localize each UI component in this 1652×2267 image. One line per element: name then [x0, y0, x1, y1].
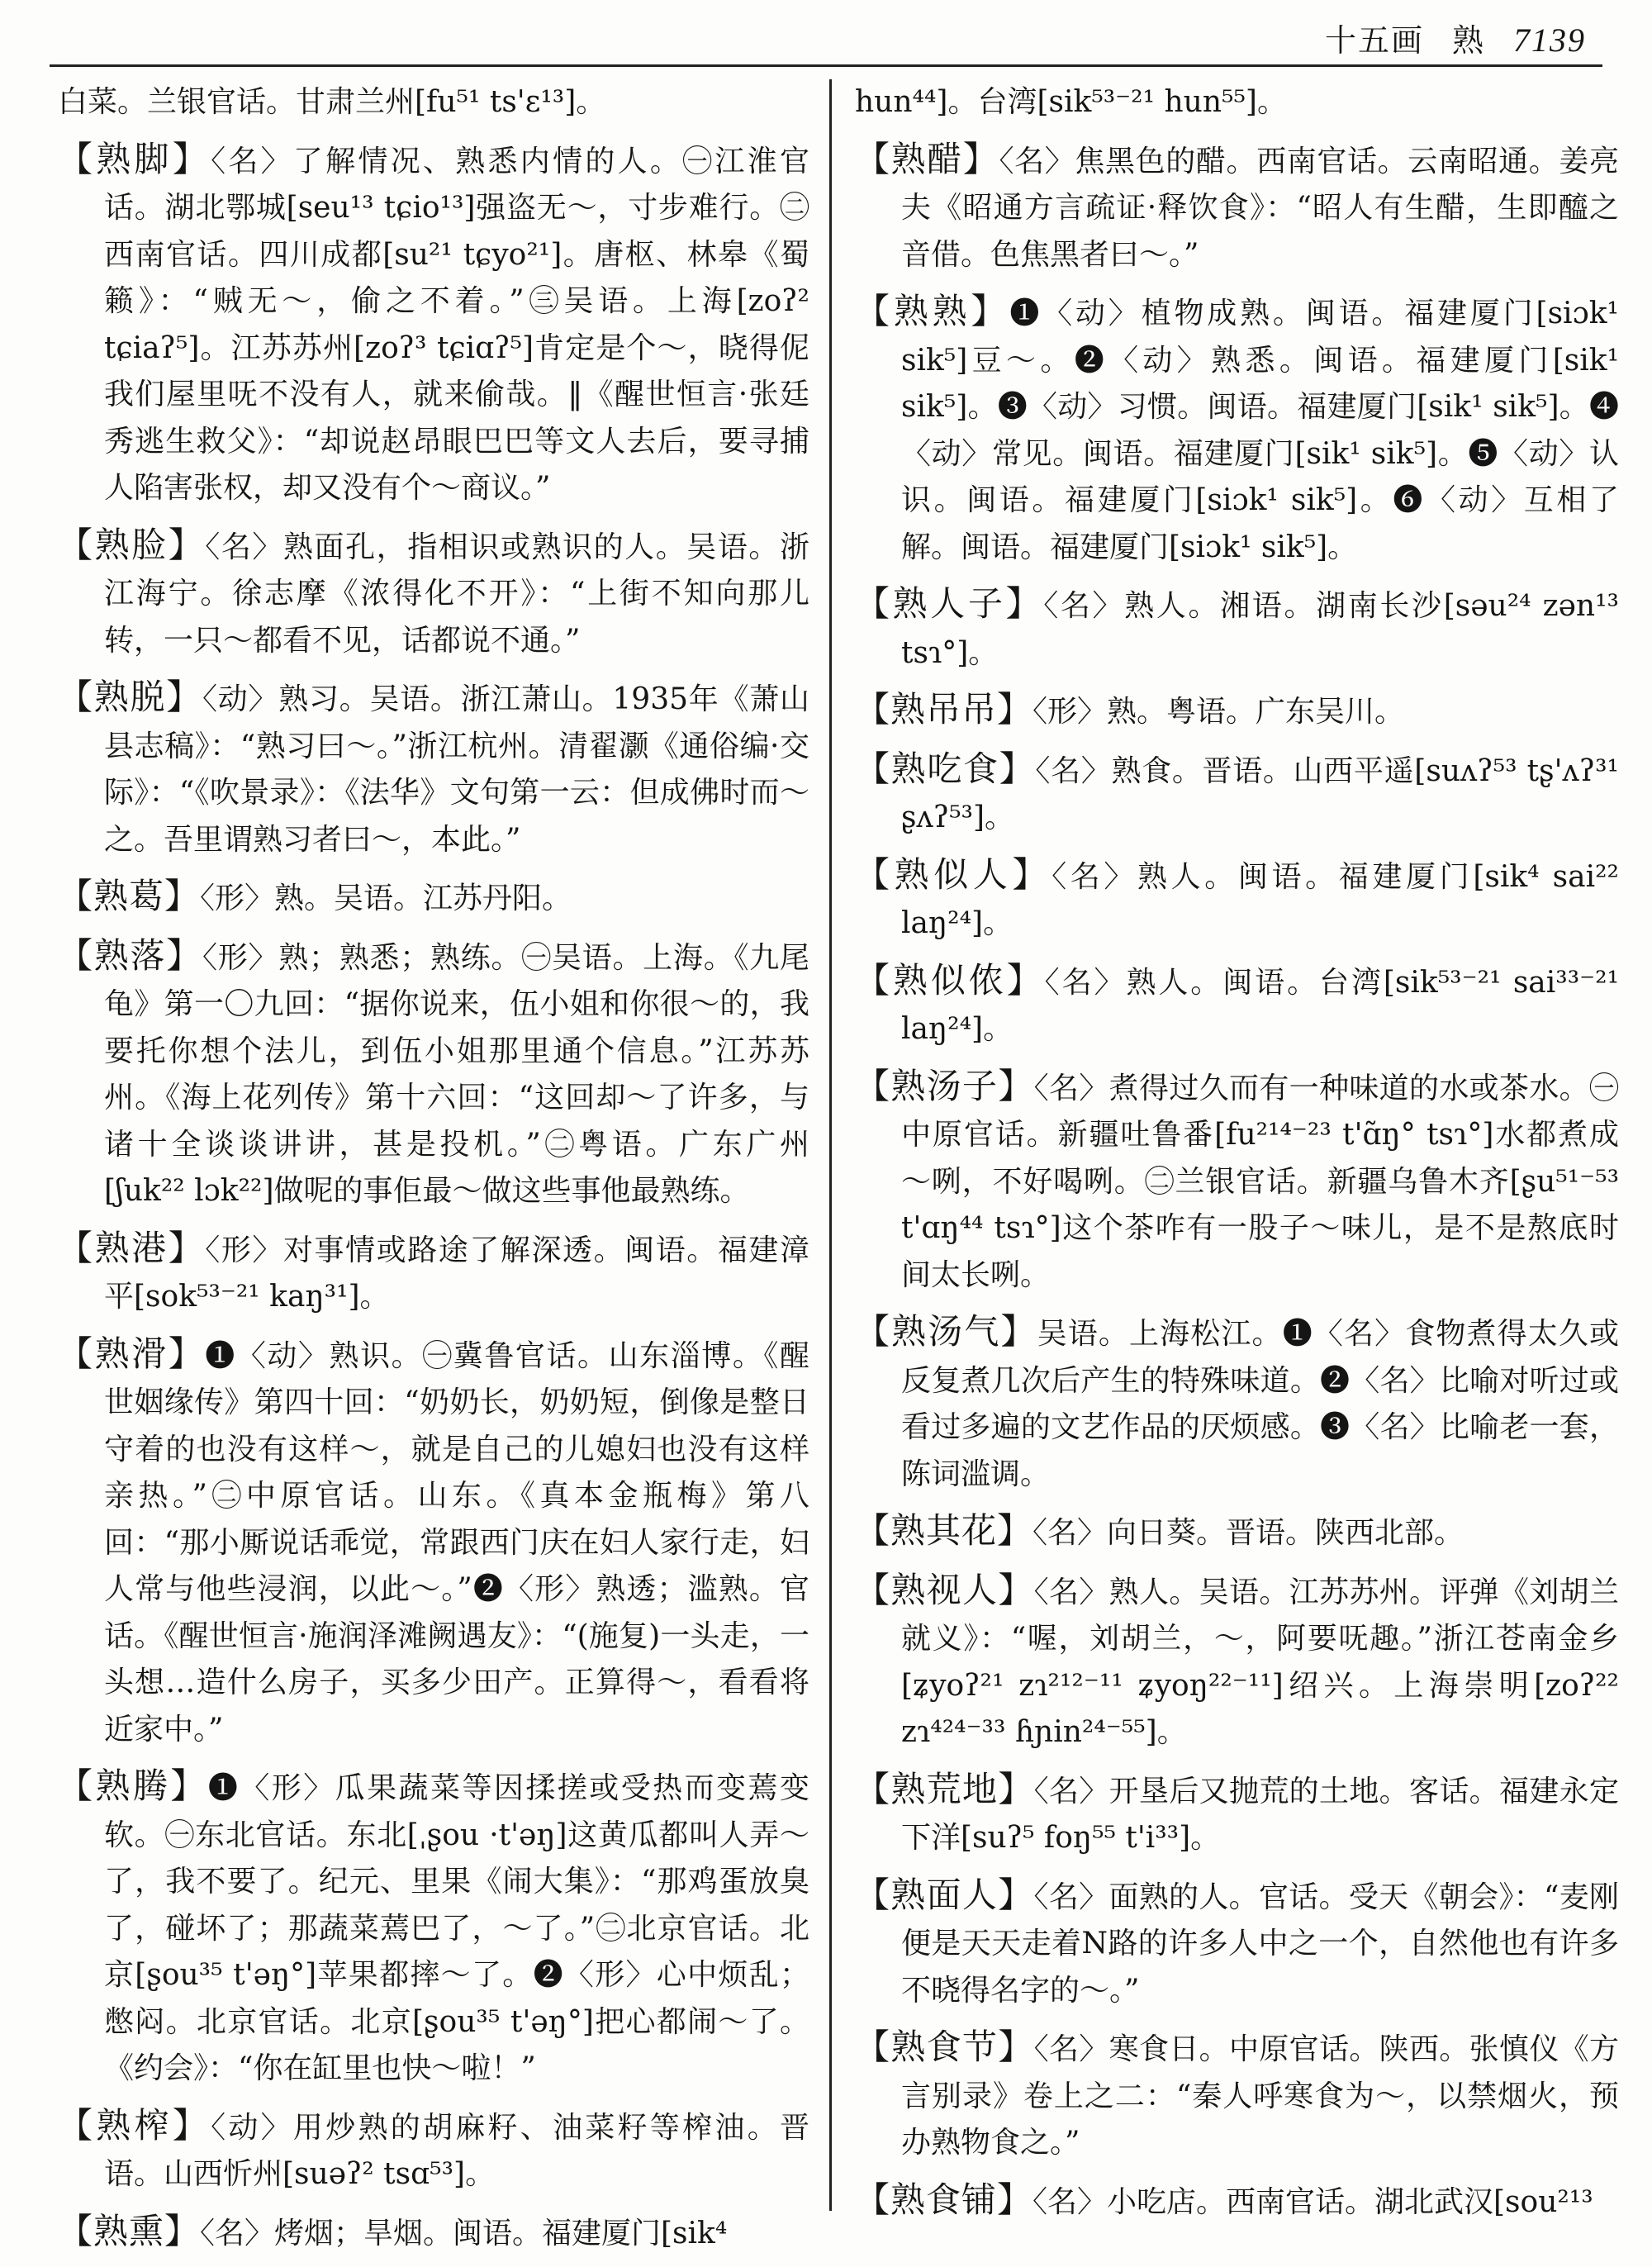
- entry-definition: 〈动〉熟习。吴语。浙江萧山。1935年《萧山县志稿》：“熟习曰～。”浙江杭州。清翟灏《通俗编·交际》：“《吹景录》：《法华》文句第一云：但成佛时而～之。吾里谓熟习者曰～，本此。”: [104, 682, 809, 857]
- entry-headword: 【熟葛】: [58, 876, 201, 916]
- dictionary-entry: [855, 1508, 1619, 1557]
- entry-definition: 〈形〉对事情或路途了解深透。闽语。福建漳平[sok⁵³⁻²¹ kaŋ³¹]。: [104, 1233, 809, 1314]
- dictionary-entry: [855, 2177, 1619, 2227]
- dictionary-entry: [855, 687, 1619, 736]
- dictionary-entry: [58, 2208, 809, 2258]
- section-label: 十五画: [1324, 22, 1424, 59]
- entry-definition: 〈名〉熟人。湘语。湖南长沙[səu²⁴ zən¹³ tsɿ°]。: [901, 589, 1619, 670]
- entry-definition: 〈名〉熟面孔，指相识或熟识的人。吴语。浙江海宁。徐志摩《浓得化不开》：“上街不知向那儿转，一只～都看不见，话都说不通。”: [104, 530, 809, 658]
- entry-continuation: [855, 79, 1619, 126]
- entry-definition: 〈名〉熟人。吴语。江苏苏州。评弹《刘胡兰就义》：“喔，刘胡兰，～，阿要呒趣。”浙江苍南金乡[ʑyoʔ²¹ zɿ²¹²⁻¹¹ ʑyoŋ²²⁻¹¹]绍兴。上海崇明[zoʔ²² zɿ⁴²⁴⁻³³ ɦɲin²⁴⁻⁵⁵]。: [901, 1575, 1619, 1749]
- entry-headword: 【熟人子】: [855, 583, 1044, 624]
- entry-headword: 【熟荒地】: [855, 1768, 1034, 1809]
- entry-definition: ❶〈动〉植物成熟。闽语。福建厦门[siɔk¹ sik⁵]豆～。❷〈动〉熟悉。闽语。福建厦门[sik¹ sik⁵]。❸〈动〉习惯。闽语。福建厦门[sik¹ sik⁵]。❹〈动〉常见。闽语。福建厦门[sik¹ sik⁵]。❺〈动〉认识。闽语。福建厦门[siɔk¹ sik⁵]。❻〈动〉互相了解。闽语。福建厦门[siɔk¹ sik⁵]。: [901, 297, 1619, 564]
- entry-headword: 【熟吃食】: [855, 748, 1036, 789]
- entry-headword: 【熟脱】: [58, 677, 202, 717]
- entry-headword: 【熟滑】: [58, 1333, 206, 1374]
- dictionary-entry: [58, 2103, 809, 2198]
- dictionary-entry: [855, 958, 1619, 1053]
- left-column: [58, 79, 809, 2267]
- entry-definition: 〈名〉烤烟；旱烟。闽语。福建厦门[sik⁴: [200, 2216, 728, 2250]
- header-rule: [50, 64, 1602, 67]
- entry-definition: 白菜。兰银官话。甘肃兰州[fu⁵¹ ts'ɛ¹³]。: [58, 85, 606, 119]
- entry-definition: 〈名〉焦黑色的醋。西南官话。云南昭通。姜亮夫《昭通方言疏证·释饮食》：“昭人有生醋，生即醯之音借。色焦黑者曰～。”: [901, 144, 1619, 272]
- right-column: [855, 79, 1619, 2236]
- dictionary-entry: [58, 1225, 809, 1321]
- entry-definition: 〈名〉了解情况、熟悉内情的人。㊀江淮官话。湖北鄂城[seu¹³ tɕio¹³]强盗无～，寸步难行。㊁西南官话。四川成都[su²¹ tɕyo²¹]。唐枢、林皋《蜀籁》：“贼无～，偷之不着。”㊂吴语。上海[zoʔ² tɕiaʔ⁵]。江苏苏州[zoʔ³ tɕiɑʔ⁵]肯定是个～，晓得伲我们屋里呒不没有人，就来偷哉。‖《醒世恒言·张廷秀逃生救父》：“却说赵昂眼巴巴等文人去后，要寻捕人陷害张权，却又没有个～商议。”: [104, 144, 809, 505]
- entry-definition: 〈动〉用炒熟的胡麻籽、油菜籽等榨油。晋语。山西忻州[suəʔ² tsɑ⁵³]。: [104, 2110, 809, 2191]
- dictionary-entry: [855, 1766, 1619, 1862]
- dictionary-entry: [58, 1331, 809, 1754]
- column-divider: [829, 79, 832, 2211]
- entry-definition: 〈名〉面熟的人。官话。受天《朝会》：“麦刚便是天天走着N路的许多人中之一个，自然他也有许多不晓得名字的～。”: [901, 1880, 1619, 2008]
- headword-char: 熟: [1451, 22, 1485, 59]
- entry-definition: 〈名〉开垦后又抛荒的土地。客话。福建永定下洋[suʔ⁵ foŋ⁵⁵ t'i³³]。: [901, 1774, 1619, 1855]
- dictionary-entry: [855, 581, 1619, 677]
- entry-headword: 【熟熟】: [855, 291, 1010, 331]
- dictionary-entry: [855, 852, 1619, 948]
- entry-headword: 【熟食节】: [855, 2027, 1034, 2067]
- entry-definition: 〈名〉熟人。闽语。福建厦门[sik⁴ sai²² laŋ²⁴]。: [901, 859, 1619, 940]
- entry-definition: 〈名〉煮得过久而有一种味道的水或茶水。㊀中原官话。新疆吐鲁番[fu²¹⁴⁻²³ t'ɑ̃ŋ° tsɿ°]水都煮成～咧，不好喝咧。㊁兰银官话。新疆乌鲁木齐[ʂu⁵¹⁻⁵³ t'ɑŋ⁴⁴ tsɿ°]这个茶咋有一股子～味儿，是不是熬底时间太长咧。: [901, 1071, 1619, 1292]
- running-head: [1325, 15, 1586, 60]
- dictionary-entry: [855, 1309, 1619, 1498]
- dictionary-entry: [58, 136, 809, 512]
- entry-definition: 〈名〉向日葵。晋语。陕西北部。: [1032, 1516, 1464, 1550]
- dictionary-entry: [58, 933, 809, 1215]
- entry-definition: 〈名〉小吃店。西南官话。湖北武汉[sou²¹³: [1032, 2184, 1593, 2219]
- dictionary-entry: [855, 1872, 1619, 2015]
- entry-definition: ❶〈形〉瓜果蔬菜等因揉搓或受热而变蔫变软。㊀东北官话。东北[ˌʂou ·t'əŋ]这黄瓜都叫人弄～了，我不要了。纪元、里果《闹大集》：“那鸡蛋放臭了，碰坏了；那蔬菜蔫巴了，～了。”㊁北京官话。北京[ʂou³⁵ t'əŋ°]苹果都摔～了。❷〈形〉心中烦乱；憋闷。北京官话。北京[ʂou³⁵ t'əŋ°]把心都闹～了。《约会》：“你在缸里也快～啦！”: [104, 1771, 809, 2085]
- entry-definition: ❶〈动〉熟识。㊀冀鲁官话。山东淄博。《醒世姻缘传》第四十回：“奶奶长，奶奶短，倒像是整日守着的也没有这样～，就是自己的儿媳妇也没有这样亲热。”㊁中原官话。山东。《真本金瓶梅》第八回：“那小厮说话乖觉，常跟西门庆在妇人家行走，妇人常与他些浸润，以此～。”❷〈形〉熟透；滥熟。官话。《醒世恒言·施润泽滩阙遇友》：“(施复)一头走，一头想…造什么房子，买多少田产。正算得～，看看将近家中。”: [104, 1338, 809, 1747]
- entry-definition: 〈形〉熟。粤语。广东吴川。: [1032, 695, 1405, 729]
- entry-definition: 〈名〉熟食。晋语。山西平遥[suʌʔ⁵³ tʂ'ʌʔ³¹ ʂʌʔ⁵³]。: [901, 753, 1619, 834]
- dictionary-entry: [855, 1567, 1619, 1756]
- dictionary-entry: [58, 1763, 809, 2093]
- entry-headword: 【熟视人】: [855, 1569, 1034, 1610]
- dictionary-entry: [855, 136, 1619, 279]
- entry-continuation: [58, 79, 809, 126]
- entry-headword: 【熟似侬】: [855, 959, 1045, 1000]
- dictionary-entry: [855, 746, 1619, 842]
- page-number: 7139: [1513, 21, 1586, 59]
- entry-definition: hun⁴⁴]。台湾[sik⁵³⁻²¹ hun⁵⁵]。: [855, 85, 1287, 119]
- entry-definition: 〈名〉寒食日。中原官话。陕西。张慎仪《方言别录》卷上之二：“秦人呼寒食为～，以禁烟火，预办熟物食之。”: [901, 2032, 1619, 2160]
- entry-headword: 【熟脚】: [58, 138, 211, 179]
- entry-headword: 【熟汤子】: [855, 1065, 1034, 1106]
- entry-definition: 〈形〉熟。吴语。江苏丹阳。: [200, 882, 572, 915]
- dictionary-entry: [855, 1063, 1619, 1300]
- entry-headword: 【熟醋】: [855, 138, 999, 179]
- dictionary-entry: [855, 2024, 1619, 2167]
- entry-definition: 〈名〉熟人。闽语。台湾[sik⁵³⁻²¹ sai³³⁻²¹ laŋ²⁴]。: [901, 965, 1619, 1046]
- dictionary-entry: [58, 674, 809, 863]
- entry-headword: 【熟吊吊】: [855, 689, 1033, 730]
- entry-headword: 【熟脸】: [58, 524, 206, 565]
- entry-headword: 【熟食铺】: [855, 2179, 1033, 2220]
- entry-headword: 【熟熏】: [58, 2210, 201, 2251]
- dictionary-entry: [58, 873, 809, 923]
- entry-headword: 【熟似人】: [855, 853, 1052, 895]
- entry-headword: 【熟腾】: [58, 1766, 208, 1806]
- entry-headword: 【熟落】: [58, 934, 202, 976]
- entry-headword: 【熟榨】: [58, 2104, 211, 2146]
- entry-definition: 〈形〉熟；熟悉；熟练。㊀吴语。上海。《九尾龟》第一〇九回：“据你说来，伍小姐和你很～的，我要托你想个法儿，到伍小姐那里通个信息。”江苏苏州。《海上花列传》第十六回：“这回却～了许多，与诸十全谈谈讲讲，甚是投机。”㊁粤语。广东广州[ʃuk²² lɔk²²]做呢的事佢最～做这些事他最熟练。: [104, 940, 809, 1208]
- entry-headword: 【熟港】: [58, 1227, 206, 1268]
- dictionary-entry: [855, 288, 1619, 571]
- entry-headword: 【熟汤气】: [855, 1311, 1037, 1352]
- entry-headword: 【熟面人】: [855, 1874, 1034, 1915]
- dictionary-entry: [58, 522, 809, 665]
- entry-headword: 【熟其花】: [855, 1510, 1033, 1551]
- entry-definition: 吴语。上海松江。❶〈名〉食物煮得太久或反复煮几次后产生的特殊味道。❷〈名〉比喻对听过或看过多遍的文艺作品的厌烦感。❸〈名〉比喻老一套，陈词滥调。: [901, 1317, 1619, 1491]
